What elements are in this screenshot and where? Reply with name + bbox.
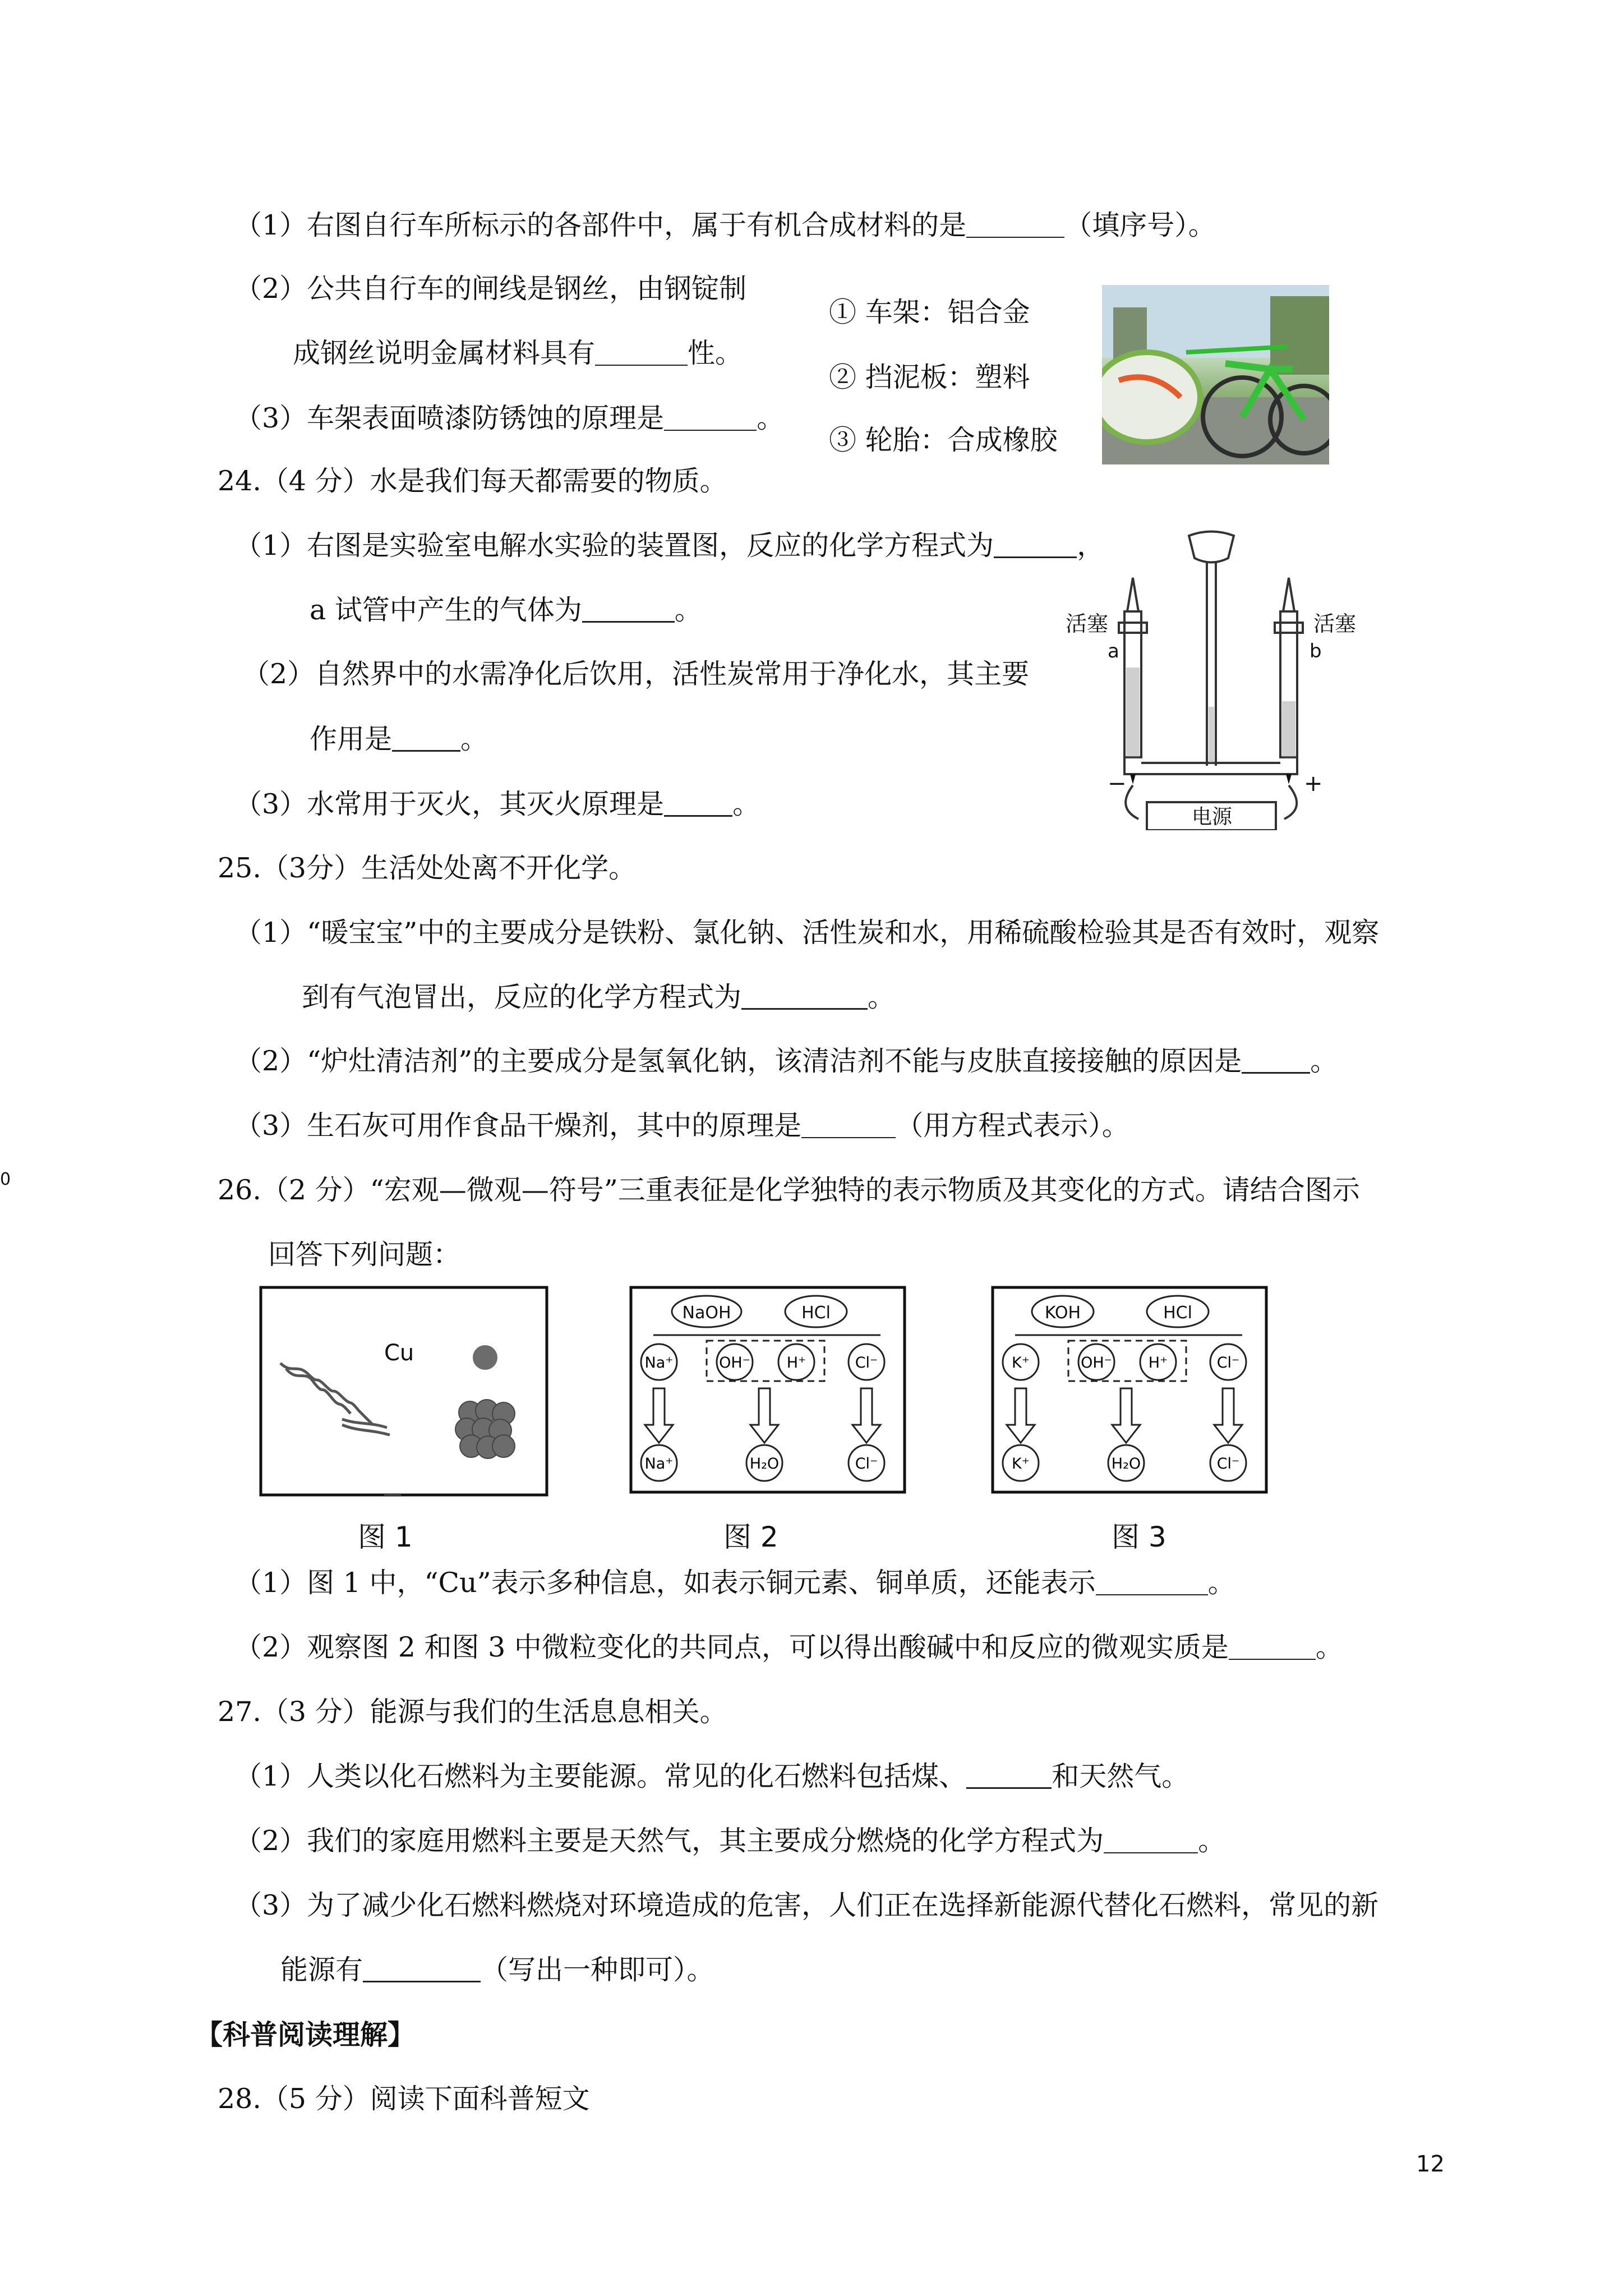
bicycle-photo — [1102, 285, 1329, 464]
figure-3 — [990, 1285, 1270, 1498]
q27-line-1: （1）人类以化石燃料为主要能源。常见的化石燃料包括煤、 和天然气。 — [234, 1760, 1189, 1792]
answer-blank[interactable] — [664, 405, 757, 431]
answer-blank[interactable] — [966, 1763, 1052, 1789]
anode-sign: + — [1304, 771, 1323, 797]
bike-part-fender: ② 挡泥板：塑料 — [829, 361, 1030, 393]
q26-line-1: （1）图 1 中，“Cu”表示多种信息，如表示铜元素、铜单质，还能表示 。 — [234, 1567, 1235, 1599]
q25-line-2: 到有气泡冒出，反应的化学方程式为 。 — [302, 981, 896, 1013]
q25-line-4: （3）生石灰可用作食品干燥剂，其中的原理是 （用方程式表示）。 — [234, 1110, 1129, 1142]
q27-line-3: （3）为了减少化石燃料燃烧对环境造成的危害，人们正在选择新能源代替化石燃料，常见的新 — [234, 1889, 1379, 1921]
q28-heading: 28.（5 分）阅读下面科普短文 — [218, 2083, 590, 2115]
copper-lattice-icon — [455, 1400, 515, 1458]
fig3-ion-chloride: Cl⁻ — [1216, 1354, 1240, 1372]
answer-blank[interactable] — [392, 725, 460, 752]
answer-blank[interactable] — [582, 596, 675, 623]
q25-heading: 25.（3分）生活处处离不开化学。 — [218, 852, 637, 884]
q27-line-2: （2）我们的家庭用燃料主要是天然气，其主要成分燃烧的化学方程式为 。 — [234, 1825, 1226, 1857]
q26-heading-2: 回答下列问题： — [268, 1239, 461, 1271]
page-number: 12 — [1416, 2151, 1445, 2177]
answer-blank[interactable] — [363, 1956, 481, 1982]
q27-heading: 27.（3 分）能源与我们的生活息息相关。 — [218, 1696, 727, 1728]
answer-blank[interactable] — [741, 983, 868, 1010]
figure-3-caption: 图 3 — [1112, 1521, 1166, 1553]
q24-heading: 24.（4 分）水是我们每天都需要的物质。 — [218, 465, 727, 497]
fig2-ion-chloride: Cl⁻ — [855, 1354, 878, 1372]
answer-blank[interactable] — [966, 212, 1064, 238]
answer-blank[interactable] — [1104, 1828, 1198, 1853]
fig2-acid-label: HCl — [801, 1303, 831, 1323]
stopcock-left-label: 活塞 — [1066, 611, 1109, 636]
q25-line-1: （1）“暖宝宝”中的主要成分是铁粉、氯化钠、活性炭和水，用稀硫酸检验其是否有效时，观察 — [234, 917, 1380, 949]
figure-1 — [258, 1285, 550, 1503]
answer-blank[interactable] — [595, 340, 688, 366]
bike-part-frame: ① 车架：铝合金 — [829, 296, 1030, 328]
q24-line-2: a 试管中产生的气体为 。 — [310, 594, 702, 626]
bike-part-tire: ③ 轮胎：合成橡胶 — [829, 424, 1058, 456]
fig2-product-water: H₂O — [749, 1455, 780, 1473]
fig2-base-label: NaOH — [682, 1303, 731, 1323]
q23-line-3: 成钢丝说明金属材料具有 性。 — [293, 337, 743, 369]
fig2-ion-sodium: Na⁺ — [644, 1354, 674, 1372]
bicycle-illustration — [1102, 285, 1329, 464]
stopcock-right-label: 活塞 — [1313, 611, 1357, 636]
fig3-ion-hydroxide: OH⁻ — [1081, 1354, 1112, 1372]
answer-blank[interactable] — [1242, 1047, 1310, 1074]
figure-2-caption: 图 2 — [723, 1521, 778, 1553]
q24-line-1: （1）右图是实验室电解水实验的装置图，反应的化学方程式为 ， — [234, 530, 1105, 562]
q24-line-5: （3）水常用于灭火，其灭火原理是 。 — [234, 788, 760, 820]
fig2-ion-hydroxide: OH⁻ — [719, 1354, 750, 1372]
section-heading: 【科普阅读理解】 — [195, 2018, 416, 2051]
q26-line-2: （2）观察图 2 和图 3 中微粒变化的共同点，可以得出酸碱中和反应的微观实质是 。 — [234, 1631, 1343, 1663]
q24-line-3: （2）自然界中的水需净化后饮用，活性炭常用于净化水，其主要 — [242, 658, 1030, 690]
q23-line-4: （3）车架表面喷漆防锈蚀的原理是 。 — [234, 402, 785, 434]
cathode-sign: − — [1108, 771, 1127, 797]
q25-line-3: （2）“炉灶清洁剂”的主要成分是氢氧化钠，该清洁剂不能与皮肤直接接触的原因是 。 — [234, 1045, 1338, 1077]
tube-a-label: a — [1108, 640, 1119, 662]
q27-line-4: 能源有 （写出一种即可）。 — [280, 1954, 714, 1986]
fig2-product-chloride: Cl⁻ — [855, 1455, 878, 1473]
power-supply-label: 电源 — [1192, 806, 1233, 829]
q23-line-2: （2）公共自行车的闸线是钢丝，由钢锭制 — [234, 273, 747, 305]
q23-line-1: （1）右图自行车所标示的各部件中，属于有机合成材料的是 （填序号）。 — [234, 209, 1216, 241]
q26-heading: 26.（2 分）“宏观—微观—符号”三重表征是化学独特的表示物质及其变化的方式。请结合图示 — [218, 1174, 1360, 1206]
copper-atom-icon — [473, 1345, 497, 1370]
answer-blank[interactable] — [1096, 1570, 1208, 1595]
tube-b-label: b — [1310, 640, 1322, 662]
copper-symbol: Cu — [384, 1340, 414, 1366]
fig3-ion-potassium: K⁺ — [1012, 1354, 1030, 1372]
electrolysis-apparatus — [1054, 527, 1368, 830]
fig3-product-potassium: K⁺ — [1012, 1455, 1030, 1473]
q24-line-4: 作用是 。 — [310, 723, 488, 755]
figure-1-caption: 图 1 — [358, 1521, 413, 1553]
fig3-product-water: H₂O — [1111, 1455, 1141, 1473]
answer-blank[interactable] — [664, 790, 732, 817]
answer-blank[interactable] — [1229, 1634, 1316, 1660]
answer-blank[interactable] — [801, 1112, 896, 1138]
fig2-ion-hydrogen: H⁺ — [786, 1354, 806, 1372]
figure-2 — [628, 1285, 909, 1498]
fig3-product-chloride: Cl⁻ — [1216, 1455, 1240, 1473]
fig3-ion-hydrogen: H⁺ — [1148, 1354, 1168, 1372]
fig3-base-label: KOH — [1044, 1303, 1081, 1323]
margin-mark: 0 — [0, 1170, 11, 1189]
fig2-product-sodium: Na⁺ — [644, 1455, 674, 1473]
fig3-acid-label: HCl — [1163, 1303, 1192, 1323]
